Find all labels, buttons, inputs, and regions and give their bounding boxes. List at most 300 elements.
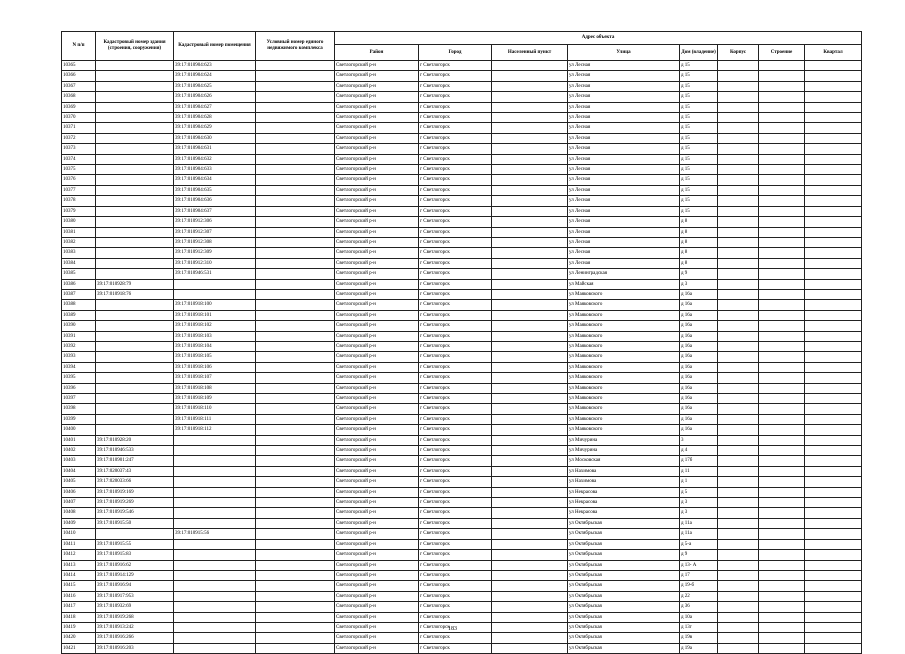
cell-cad-room: [174, 456, 256, 466]
cell-city: г Светлогорск: [419, 487, 492, 497]
cell-cad-building: [96, 394, 174, 404]
cell-district: Светлогорский р-н: [335, 310, 419, 320]
cell-street: ул Лесная: [568, 154, 680, 164]
cell-cad-building: [96, 144, 174, 154]
cell-room: [805, 570, 862, 580]
table-row: [62, 175, 862, 185]
cell-cad-building: 39:17:020033:66: [96, 477, 174, 487]
cell-room: [805, 394, 862, 404]
cell-street: ул Некрасова: [568, 487, 680, 497]
cell-stroenie: [759, 425, 805, 435]
cell-cad-room: 39:17:010918:107: [174, 373, 256, 383]
cell-korpus: [718, 217, 759, 227]
cell-house: д 15: [680, 196, 718, 206]
cell-locality: [492, 591, 568, 601]
cell-complex: [256, 550, 335, 560]
cell-num: 10393: [62, 352, 96, 362]
cell-locality: [492, 487, 568, 497]
cell-cad-building: 39:17:010915:50: [96, 518, 174, 528]
cell-house: д 15: [680, 123, 718, 133]
cell-complex: [256, 414, 335, 424]
cell-complex: [256, 529, 335, 539]
cell-room: [805, 466, 862, 476]
cell-room: [805, 446, 862, 456]
cell-house: д 4: [680, 446, 718, 456]
cell-street: ул Октябрьская: [568, 581, 680, 591]
table-row: [62, 300, 862, 310]
cell-korpus: [718, 612, 759, 622]
cell-korpus: [718, 498, 759, 508]
cell-locality: [492, 362, 568, 372]
cell-locality: [492, 341, 568, 351]
table-row: [62, 529, 862, 539]
cell-house: д 11: [680, 466, 718, 476]
cell-house: д 15: [680, 102, 718, 112]
header-num: N п/п: [62, 32, 96, 61]
cell-district: Светлогорский р-н: [335, 373, 419, 383]
cell-district: Светлогорский р-н: [335, 102, 419, 112]
cell-stroenie: [759, 560, 805, 570]
cell-cad-building: [96, 373, 174, 383]
cell-stroenie: [759, 456, 805, 466]
cell-street: ул Маяковского: [568, 362, 680, 372]
cell-complex: [256, 331, 335, 341]
cell-city: г Светлогорск: [419, 529, 492, 539]
cell-locality: [492, 196, 568, 206]
cell-locality: [492, 550, 568, 560]
cell-house: д 15: [680, 133, 718, 143]
cell-cad-building: [96, 248, 174, 258]
cell-cad-room: 39:17:010918:106: [174, 362, 256, 372]
table-row: [62, 404, 862, 414]
cell-num: 10372: [62, 133, 96, 143]
cell-cad-room: [174, 612, 256, 622]
cell-district: Светлогорский р-н: [335, 258, 419, 268]
cell-cad-room: [174, 539, 256, 549]
cell-cad-building: [96, 154, 174, 164]
cell-street: ул Некрасова: [568, 498, 680, 508]
cell-street: ул Октябрьская: [568, 539, 680, 549]
table-row: [62, 71, 862, 81]
cell-locality: [492, 560, 568, 570]
cell-korpus: [718, 185, 759, 195]
cell-stroenie: [759, 435, 805, 445]
cell-stroenie: [759, 539, 805, 549]
cell-cad-room: 39:17:010904:632: [174, 154, 256, 164]
cell-complex: [256, 373, 335, 383]
cell-house: д 16а: [680, 394, 718, 404]
cell-city: г Светлогорск: [419, 518, 492, 528]
cell-city: г Светлогорск: [419, 81, 492, 91]
cell-locality: [492, 92, 568, 102]
header-complex: Условный номер единого недвижимого комплекса: [256, 32, 335, 61]
cell-stroenie: [759, 602, 805, 612]
cell-room: [805, 144, 862, 154]
cell-street: ул Лесная: [568, 196, 680, 206]
cell-complex: [256, 279, 335, 289]
cell-street: ул Лесная: [568, 227, 680, 237]
cell-cad-room: 39:17:010918:101: [174, 310, 256, 320]
table-row: [62, 383, 862, 393]
cell-locality: [492, 248, 568, 258]
cell-complex: [256, 133, 335, 143]
cell-korpus: [718, 61, 759, 71]
cell-district: Светлогорский р-н: [335, 92, 419, 102]
cell-num: 10416: [62, 591, 96, 601]
cell-district: Светлогорский р-н: [335, 435, 419, 445]
cell-complex: [256, 71, 335, 81]
cell-cad-room: 39:17:010904:624: [174, 71, 256, 81]
cell-num: 10381: [62, 227, 96, 237]
cell-district: Светлогорский р-н: [335, 81, 419, 91]
cell-stroenie: [759, 404, 805, 414]
cell-complex: [256, 81, 335, 91]
cell-cad-building: 39:17:010914:129: [96, 570, 174, 580]
cell-complex: [256, 258, 335, 268]
cell-cad-building: [96, 300, 174, 310]
cell-cad-building: 39:17:010932:69: [96, 602, 174, 612]
cell-room: [805, 612, 862, 622]
cell-stroenie: [759, 373, 805, 383]
cell-cad-building: [96, 362, 174, 372]
cell-cad-room: 39:17:010946:531: [174, 269, 256, 279]
cell-cad-building: [96, 237, 174, 247]
table-row: [62, 92, 862, 102]
cell-room: [805, 321, 862, 331]
cell-korpus: [718, 394, 759, 404]
cell-num: 10374: [62, 154, 96, 164]
table-body: [62, 61, 862, 654]
cell-cad-room: 39:17:010904:628: [174, 113, 256, 123]
cell-locality: [492, 310, 568, 320]
cell-locality: [492, 144, 568, 154]
cell-city: г Светлогорск: [419, 373, 492, 383]
cell-street: ул Октябрьская: [568, 560, 680, 570]
cell-korpus: [718, 289, 759, 299]
cell-complex: [256, 643, 335, 653]
cell-locality: [492, 123, 568, 133]
cell-stroenie: [759, 237, 805, 247]
table-row: [62, 643, 862, 653]
cell-cad-building: 39:17:010919:546: [96, 508, 174, 518]
cell-cad-room: 39:17:010918:105: [174, 352, 256, 362]
cell-room: [805, 383, 862, 393]
cell-district: Светлогорский р-н: [335, 622, 419, 632]
cell-district: Светлогорский р-н: [335, 289, 419, 299]
cell-street: ул Некрасова: [568, 508, 680, 518]
cell-stroenie: [759, 487, 805, 497]
cell-locality: [492, 165, 568, 175]
cell-num: 10367: [62, 81, 96, 91]
cell-room: [805, 591, 862, 601]
cell-city: г Светлогорск: [419, 289, 492, 299]
cell-locality: [492, 206, 568, 216]
cell-complex: [256, 113, 335, 123]
cell-room: [805, 477, 862, 487]
table-row: [62, 446, 862, 456]
cell-cad-room: 39:17:010912:307: [174, 227, 256, 237]
cell-room: [805, 310, 862, 320]
cell-cad-building: 39:17:010916:266: [96, 633, 174, 643]
cell-room: [805, 92, 862, 102]
header-district: Район: [335, 45, 419, 61]
table-row: [62, 144, 862, 154]
cell-num: 10410: [62, 529, 96, 539]
cell-stroenie: [759, 258, 805, 268]
cell-house: д 8: [680, 237, 718, 247]
cell-room: [805, 102, 862, 112]
table-row: [62, 394, 862, 404]
cell-district: Светлогорский р-н: [335, 570, 419, 580]
cell-complex: [256, 217, 335, 227]
cell-district: Светлогорский р-н: [335, 196, 419, 206]
cell-korpus: [718, 383, 759, 393]
cell-district: Светлогорский р-н: [335, 123, 419, 133]
cell-korpus: [718, 446, 759, 456]
cell-stroenie: [759, 185, 805, 195]
cell-cad-building: [96, 352, 174, 362]
cell-locality: [492, 289, 568, 299]
table-row: [62, 414, 862, 424]
cell-house: д 15: [680, 81, 718, 91]
cell-street: ул Лесная: [568, 71, 680, 81]
cell-city: г Светлогорск: [419, 435, 492, 445]
cell-district: Светлогорский р-н: [335, 144, 419, 154]
cell-korpus: [718, 529, 759, 539]
cell-house: д 16а: [680, 404, 718, 414]
cell-cad-room: 39:17:010904:630: [174, 133, 256, 143]
cell-house: д 15: [680, 144, 718, 154]
cell-street: ул Маяковского: [568, 289, 680, 299]
cell-city: г Светлогорск: [419, 258, 492, 268]
cell-cad-building: [96, 175, 174, 185]
cell-korpus: [718, 456, 759, 466]
cell-cad-building: 39:17:010916:203: [96, 643, 174, 653]
cell-city: г Светлогорск: [419, 414, 492, 424]
cell-house: д 1: [680, 477, 718, 487]
cell-house: д 16а: [680, 289, 718, 299]
cell-stroenie: [759, 466, 805, 476]
cell-house: д 15: [680, 154, 718, 164]
cell-locality: [492, 446, 568, 456]
cell-city: г Светлогорск: [419, 643, 492, 653]
cell-complex: [256, 144, 335, 154]
cell-district: Светлогорский р-н: [335, 508, 419, 518]
cell-street: ул Лесная: [568, 81, 680, 91]
cell-num: 10419: [62, 622, 96, 632]
cell-locality: [492, 81, 568, 91]
cell-street: ул Октябрьская: [568, 529, 680, 539]
cell-korpus: [718, 414, 759, 424]
cell-district: Светлогорский р-н: [335, 633, 419, 643]
cell-house: д 19в: [680, 633, 718, 643]
cell-cad-building: [96, 383, 174, 393]
cell-house: д 8: [680, 248, 718, 258]
cell-locality: [492, 425, 568, 435]
cell-complex: [256, 612, 335, 622]
cell-cad-building: [96, 113, 174, 123]
cell-street: ул Московская: [568, 456, 680, 466]
cell-room: [805, 269, 862, 279]
cell-cad-room: [174, 279, 256, 289]
cell-cad-room: [174, 435, 256, 445]
cell-city: г Светлогорск: [419, 206, 492, 216]
cell-complex: [256, 175, 335, 185]
cell-stroenie: [759, 612, 805, 622]
cell-stroenie: [759, 175, 805, 185]
cell-city: г Светлогорск: [419, 217, 492, 227]
cell-locality: [492, 581, 568, 591]
cell-korpus: [718, 165, 759, 175]
cell-complex: [256, 425, 335, 435]
cell-stroenie: [759, 633, 805, 643]
cell-district: Светлогорский р-н: [335, 466, 419, 476]
cell-district: Светлогорский р-н: [335, 175, 419, 185]
cell-num: 10398: [62, 404, 96, 414]
cell-district: Светлогорский р-н: [335, 414, 419, 424]
cell-street: ул Лесная: [568, 102, 680, 112]
cell-city: г Светлогорск: [419, 123, 492, 133]
cell-district: Светлогорский р-н: [335, 612, 419, 622]
table-row: [62, 165, 862, 175]
cell-room: [805, 71, 862, 81]
cell-district: Светлогорский р-н: [335, 560, 419, 570]
cell-locality: [492, 373, 568, 383]
cell-stroenie: [759, 498, 805, 508]
cell-complex: [256, 404, 335, 414]
cell-stroenie: [759, 570, 805, 580]
cell-korpus: [718, 331, 759, 341]
cell-house: д 15: [680, 165, 718, 175]
table-row: [62, 310, 862, 320]
cell-num: 10411: [62, 539, 96, 549]
cell-num: 10414: [62, 570, 96, 580]
cell-street: ул Майская: [568, 279, 680, 289]
table-row: [62, 560, 862, 570]
cell-locality: [492, 71, 568, 81]
cell-complex: [256, 383, 335, 393]
cell-cad-room: 39:17:010904:623: [174, 61, 256, 71]
cell-cad-room: 39:17:010904:631: [174, 144, 256, 154]
cell-korpus: [718, 477, 759, 487]
cell-city: г Светлогорск: [419, 622, 492, 632]
cell-street: ул Лесная: [568, 123, 680, 133]
cell-num: 10395: [62, 373, 96, 383]
cell-num: 10409: [62, 518, 96, 528]
cell-street: ул Октябрьская: [568, 518, 680, 528]
table-row: [62, 269, 862, 279]
cell-city: г Светлогорск: [419, 612, 492, 622]
cell-stroenie: [759, 383, 805, 393]
cell-house: д 9: [680, 550, 718, 560]
cell-locality: [492, 466, 568, 476]
cell-city: г Светлогорск: [419, 404, 492, 414]
cell-stroenie: [759, 144, 805, 154]
cell-cad-room: 39:17:010912:308: [174, 237, 256, 247]
cell-cad-room: [174, 643, 256, 653]
cell-stroenie: [759, 550, 805, 560]
cell-cad-building: 39:17:010915:55: [96, 539, 174, 549]
cell-cad-room: 39:17:010912:309: [174, 248, 256, 258]
cell-cad-building: 39:17:010946:533: [96, 446, 174, 456]
cell-complex: [256, 165, 335, 175]
cell-city: г Светлогорск: [419, 633, 492, 643]
cell-stroenie: [759, 362, 805, 372]
cell-house: д 17: [680, 570, 718, 580]
cell-cad-room: [174, 570, 256, 580]
cell-cad-building: [96, 269, 174, 279]
cell-street: ул Маяковского: [568, 425, 680, 435]
cell-complex: [256, 591, 335, 601]
cell-korpus: [718, 102, 759, 112]
cell-district: Светлогорский р-н: [335, 602, 419, 612]
cell-house: д 8: [680, 217, 718, 227]
cell-cad-building: 39:17:010919:169: [96, 487, 174, 497]
cell-city: г Светлогорск: [419, 341, 492, 351]
cell-cad-room: 39:17:010918:112: [174, 425, 256, 435]
cell-house: д 3: [680, 498, 718, 508]
cell-district: Светлогорский р-н: [335, 456, 419, 466]
cell-district: Светлогорский р-н: [335, 185, 419, 195]
cell-room: [805, 362, 862, 372]
cell-complex: [256, 508, 335, 518]
cell-house: д 16а: [680, 352, 718, 362]
cell-stroenie: [759, 133, 805, 143]
cell-complex: [256, 206, 335, 216]
cell-stroenie: [759, 71, 805, 81]
cell-city: г Светлогорск: [419, 185, 492, 195]
cell-complex: [256, 352, 335, 362]
cell-stroenie: [759, 581, 805, 591]
cell-street: ул Октябрьская: [568, 622, 680, 632]
cell-complex: [256, 310, 335, 320]
cell-cad-building: 39:17:010901:247: [96, 456, 174, 466]
cell-cad-building: [96, 341, 174, 351]
cell-room: [805, 425, 862, 435]
cell-city: г Светлогорск: [419, 237, 492, 247]
cell-house: д 16а: [680, 321, 718, 331]
cell-room: [805, 518, 862, 528]
cell-room: [805, 123, 862, 133]
cell-num: 10420: [62, 633, 96, 643]
cell-num: 10406: [62, 487, 96, 497]
cell-stroenie: [759, 331, 805, 341]
table-row: [62, 123, 862, 133]
cell-complex: [256, 633, 335, 643]
cell-locality: [492, 352, 568, 362]
cell-num: 10371: [62, 123, 96, 133]
cell-house: д 16а: [680, 362, 718, 372]
cell-locality: [492, 539, 568, 549]
cell-city: г Светлогорск: [419, 591, 492, 601]
cell-locality: [492, 570, 568, 580]
cell-district: Светлогорский р-н: [335, 581, 419, 591]
cell-num: 10415: [62, 581, 96, 591]
cell-cad-building: [96, 123, 174, 133]
cell-korpus: [718, 248, 759, 258]
cell-district: Светлогорский р-н: [335, 352, 419, 362]
cell-locality: [492, 643, 568, 653]
cell-korpus: [718, 92, 759, 102]
cell-street: ул Лесная: [568, 144, 680, 154]
cell-stroenie: [759, 61, 805, 71]
cell-korpus: [718, 466, 759, 476]
cell-korpus: [718, 581, 759, 591]
cell-num: 10380: [62, 217, 96, 227]
cell-korpus: [718, 362, 759, 372]
cell-num: 10377: [62, 185, 96, 195]
cell-num: 10389: [62, 310, 96, 320]
